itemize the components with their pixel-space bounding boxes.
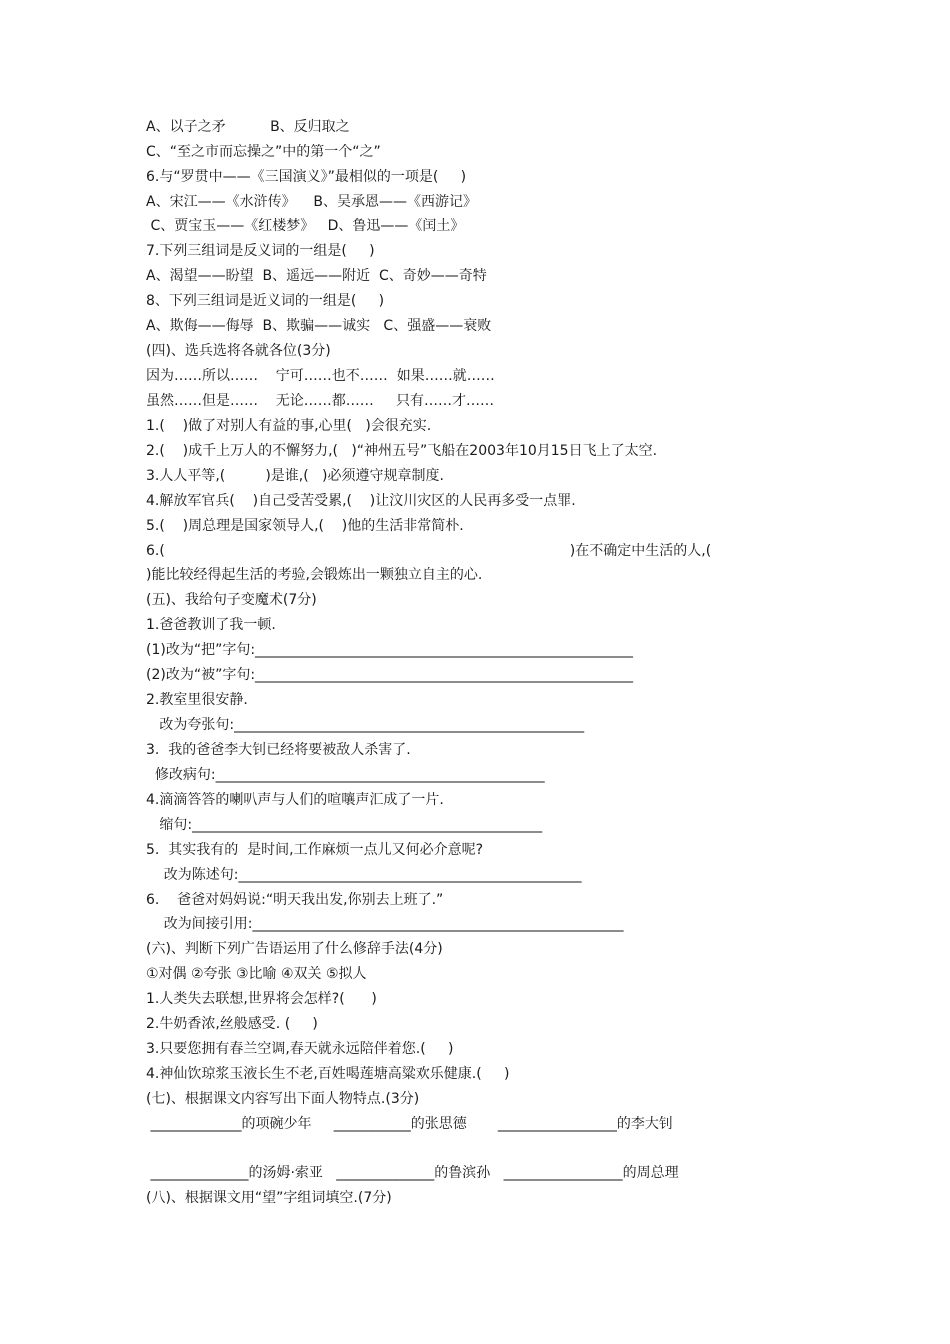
text-line: 5. 其实我有的 是时间,工作麻烦一点儿又何必介意呢? bbox=[146, 842, 484, 858]
text-line: 改为间接引用:_____________________________________________________ bbox=[146, 916, 624, 932]
text-line: 1.( )做了对别人有益的事,心里( )会很充实. bbox=[146, 418, 432, 434]
text-line: 2.牛奶香浓,丝般感受. ( ) bbox=[146, 1016, 318, 1032]
text-line: A、宋江——《水浒传》 B、吴承恩——《西游记》 bbox=[146, 194, 477, 210]
section-heading: (八)、根据课文用“望”字组词填空.(7分) bbox=[146, 1190, 392, 1206]
text-line: 7.下列三组词是反义词的一组是( ) bbox=[146, 243, 375, 259]
text-line: (1)改为“把”字句:______________________________________________________ bbox=[146, 642, 634, 658]
text-line: 2.教室里很安静. bbox=[146, 692, 248, 708]
text-line: 1.人类失去联想,世界将会怎样?( ) bbox=[146, 991, 377, 1007]
text-line: A、渴望——盼望 B、遥远——附近 C、奇妙——奇特 bbox=[146, 268, 487, 284]
text-line: 2.( )成千上万人的不懈努力,( )“神州五号”飞船在2003年10月15日飞上了太空. bbox=[146, 443, 658, 459]
text-line: 4.神仙饮琼浆玉液长生不老,百姓喝莲塘高粱欢乐健康.( ) bbox=[146, 1066, 510, 1082]
text-line: 4.滴滴答答的喇叭声与人们的喧嚷声汇成了一片. bbox=[146, 792, 444, 808]
text-line: A、以子之矛 B、反归取之 bbox=[146, 119, 350, 135]
text-line: ①对偶 ②夸张 ③比喻 ④双关 ⑤拟人 bbox=[146, 966, 367, 982]
text-line: _____________的项碗少年 ___________的张思德 _________________的李大钊 bbox=[146, 1116, 673, 1132]
section-heading: (四)、选兵选将各就各位(3分) bbox=[146, 343, 331, 359]
text-line: 8、下列三组词是近义词的一组是( ) bbox=[146, 293, 385, 309]
text-line: )能比较经得起生活的考验,会锻炼出一颗独立自主的心. bbox=[146, 567, 483, 583]
text-line: 缩句:__________________________________________________ bbox=[146, 817, 543, 833]
section-heading: (七)、根据课文内容写出下面人物特点.(3分) bbox=[146, 1091, 420, 1107]
text-line: 6. 爸爸对妈妈说:“明天我出发,你别去上班了.” bbox=[146, 892, 444, 908]
text-line: 改为陈述句:_________________________________________________ bbox=[146, 867, 582, 883]
text-line: (2)改为“被”字句:______________________________________________________ bbox=[146, 667, 634, 683]
text-line: 3.人人平等,( )是谁,( )必须遵守规章制度. bbox=[146, 468, 444, 484]
text-line: 5.( )周总理是国家领导人,( )他的生活非常简朴. bbox=[146, 518, 464, 534]
text-line: 改为夸张句:__________________________________________________ bbox=[146, 717, 585, 733]
text-line: ______________的汤姆·索亚 ______________的鲁滨孙 _________________的周总理 bbox=[146, 1165, 679, 1181]
text-line: 6.与“罗贯中——《三国演义》”最相似的一项是( ) bbox=[146, 169, 467, 185]
text-line: 6.( )在不确定中生活的人,( bbox=[146, 543, 712, 559]
text-line: C、贾宝玉——《红楼梦》 D、鲁迅——《闰土》 bbox=[146, 218, 465, 234]
text-line: 虽然……但是…… 无论……都…… 只有……才…… bbox=[146, 393, 495, 409]
text-line: A、欺侮——侮辱 B、欺骗——诚实 C、强盛——衰败 bbox=[146, 318, 492, 334]
section-heading: (五)、我给句子变魔术(7分) bbox=[146, 592, 317, 608]
text-line: 因为……所以…… 宁可……也不…… 如果……就…… bbox=[146, 368, 495, 384]
section-heading: (六)、判断下列广告语运用了什么修辞手法(4分) bbox=[146, 941, 443, 957]
text-line: 修改病句:_______________________________________________ bbox=[146, 767, 545, 783]
text-line: 1.爸爸教训了我一顿. bbox=[146, 617, 276, 633]
text-line: 4.解放军官兵( )自己受苦受累,( )让汶川灾区的人民再多受一点罪. bbox=[146, 493, 576, 509]
text-line: C、“至之市而忘操之”中的第一个“之” bbox=[146, 144, 381, 160]
text-line: 3. 我的爸爸李大钊已经将要被敌人杀害了. bbox=[146, 742, 411, 758]
text-line: 3.只要您拥有春兰空调,春天就永远陪伴着您.( ) bbox=[146, 1041, 454, 1057]
